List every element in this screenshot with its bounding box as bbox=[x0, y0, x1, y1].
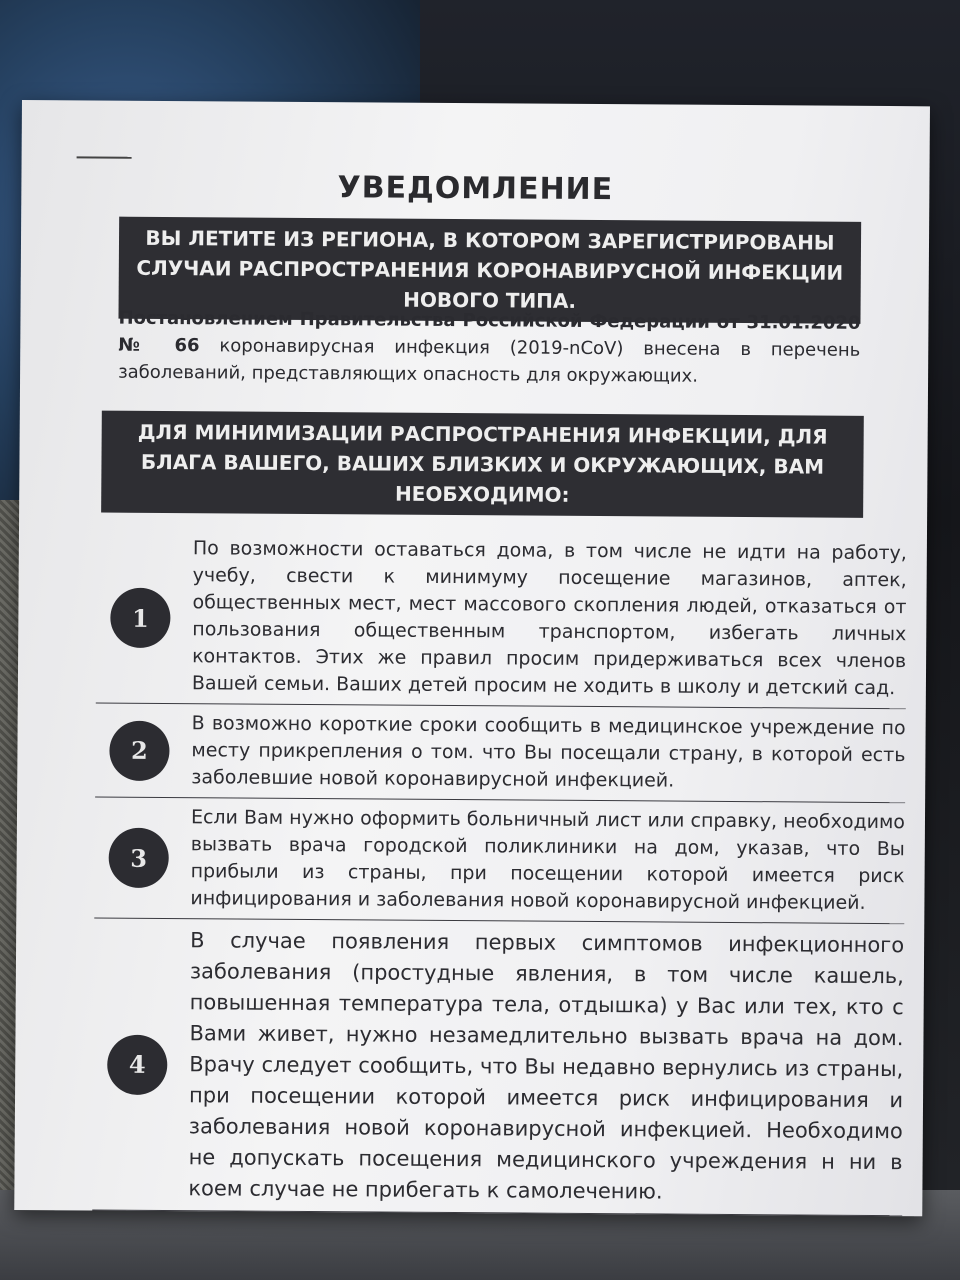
instruction-item-1 bbox=[96, 533, 907, 710]
instruction-item-3 bbox=[94, 798, 905, 925]
instruction-text: По возможности оставаться дома, в том числе не идти на работу, учебу, свести к минимуму посещение магазинов, аптек, общественных мест, мест массового скопления людей, отказаться от пользования общественным транспортом, избегать личных контактов. Этих же правил просим придерживаться всех членов Вашей семьи. Ваших детей просим не ходить в школу и детский сад. bbox=[191, 537, 907, 700]
instruction-text: В случае появления первых симптомов инфекционного заболевания (простудные явления, в том числе кашель, повышенная температура тела, отдышка) у Вас или тех, кто с Вами живет, нужно незамедлительно вызвать врача на дом. Врачу следует сообщить, что Вы недавно вернулись из страны, при посещении которой имеется риск инфицирования и заболевания новой коронавирусной инфекцией. Необходимо не допускать посещения медицинского учреждения н ни в коем случае не прибегать к самолечению. bbox=[188, 928, 905, 1204]
decree-reference: Постановлением Правительства Российской Федерации от 31.01.2020 № 66 bbox=[118, 307, 861, 357]
item-number-badge: 4 bbox=[107, 1034, 167, 1094]
item-number-badge: 1 bbox=[110, 588, 170, 648]
item-number-badge: 3 bbox=[109, 828, 169, 888]
instruction-text: Если Вам нужно оформить больничный лист или справку, необходимо вызвать врача городской поликлиники на дом, указав, что Вы прибыли из страны, при посещении которой имеется риск инфицирования и заболевания новой коронавирусной инфекцией. bbox=[190, 806, 906, 914]
instruction-text: В возможно короткие сроки сообщить в медицинское учреждение по месту прикрепления о том. что Вы посещали страну, в которой есть заболевшие новой коронавирусной инфекцией. bbox=[191, 712, 906, 792]
instructions-banner: ДЛЯ МИНИМИЗАЦИИ РАСПРОСТРАНЕНИЯ ИНФЕКЦИИ, ДЛЯ БЛАГА ВАШЕГО, ВАШИХ БЛИЗКИХ И ОКРУЖАЮЩИХ, ВАМ НЕОБХОДИМО: bbox=[101, 411, 864, 518]
notice-paper bbox=[14, 100, 930, 1216]
item-number-badge: 2 bbox=[109, 720, 169, 780]
warning-banner: ВЫ ЛЕТИТЕ ИЗ РЕГИОНА, В КОТОРОМ ЗАРЕГИСТРИРОВАНЫ СЛУЧАИ РАСПРОСТРАНЕНИЯ КОРОНАВИРУСНОЙ ИНФЕКЦИИ НОВОГО ТИПА. bbox=[118, 217, 861, 324]
corner-dash bbox=[77, 156, 132, 158]
notice-title: УВЕДОМЛЕНИЕ bbox=[337, 170, 614, 208]
decree-paragraph bbox=[118, 305, 861, 391]
instruction-item-2 bbox=[95, 704, 906, 804]
instruction-list bbox=[92, 533, 907, 1217]
decree-text: коронавирусная инфекция (2019-nCoV) внесена в перечень заболеваний, представляющих опасность для окружающих. bbox=[118, 335, 861, 387]
instruction-item-4 bbox=[92, 919, 904, 1217]
